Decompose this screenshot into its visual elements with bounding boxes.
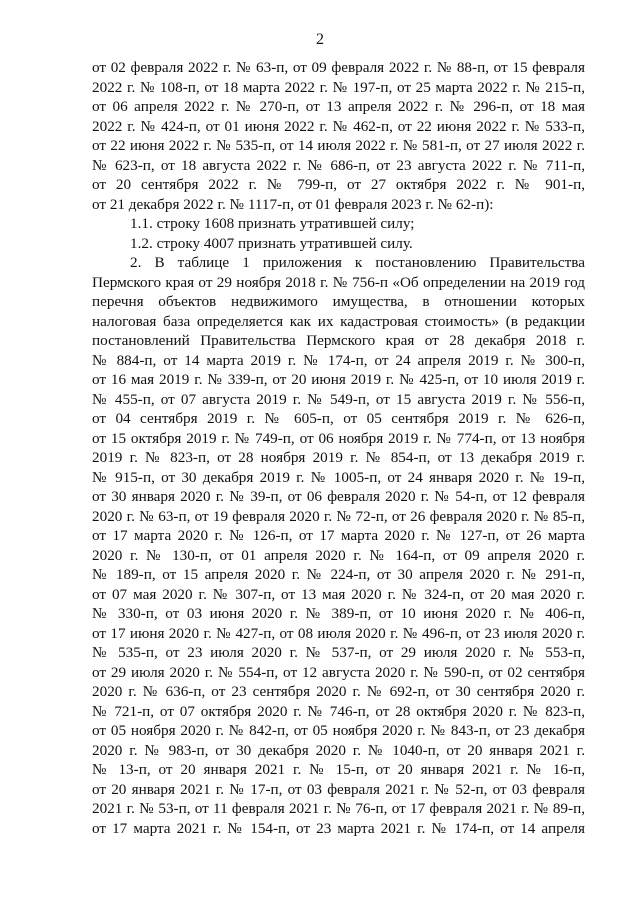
text-line: 2019 г. № 823-п, от 28 ноября 2019 г. № 854-п, от 13 декабря 2019 г. <box>92 449 585 466</box>
text-line: 2020 г. № 636-п, от 23 сентября 2020 г. № 692-п, от 30 сентября 2020 г. <box>92 683 585 700</box>
text-line: от 06 апреля 2022 г. № 270-п, от 13 апреля 2022 г. № 296-п, от 18 мая <box>92 98 585 115</box>
text-line: от 02 февраля 2022 г. № 63-п, от 09 февраля 2022 г. № 88-п, от 15 февраля <box>92 59 585 76</box>
text-line: от 15 октября 2019 г. № 749-п, от 06 ноября 2019 г. № 774-п, от 13 ноября <box>92 429 585 447</box>
item-1-2: 1.2. строку 4007 признать утратившей силу. <box>130 234 413 252</box>
text-line: перечня объектов недвижимого имущества, в отношении которых <box>92 293 585 310</box>
text-line: налоговая база определяется как их кадастровая стоимость» (в редакции <box>92 312 585 330</box>
page-number: 2 <box>316 31 324 48</box>
text-line: от 30 января 2020 г. № 39-п, от 06 февраля 2020 г. № 54-п, от 12 февраля <box>92 488 585 505</box>
text-line: от 20 января 2021 г. № 17-п, от 03 февраля 2021 г. № 52-п, от 03 февраля <box>92 780 585 798</box>
text-line: от 05 ноября 2020 г. № 842-п, от 05 ноября 2020 г. № 843-п, от 23 декабря <box>92 722 585 739</box>
text-line: № 623-п, от 18 августа 2022 г. № 686-п, от 23 августа 2022 г. № 711-п, <box>92 156 585 174</box>
item-1-1: 1.1. строку 1608 признать утратившей силу; <box>130 215 415 232</box>
text-line: № 535-п, от 23 июля 2020 г. № 537-п, от 29 июля 2020 г. № 553-п, <box>92 644 585 661</box>
text-line: 2022 г. № 424-п, от 01 июня 2022 г. № 462-п, от 22 июня 2022 г. № 533-п, <box>92 117 585 135</box>
text-line: № 884-п, от 14 марта 2019 г. № 174-п, от 24 апреля 2019 г. № 300-п, <box>92 351 585 369</box>
text-line: № 721-п, от 07 октября 2020 г. № 746-п, от 28 октября 2020 г. № 823-п, <box>92 702 585 720</box>
text-line: 2020 г. № 63-п, от 19 февраля 2020 г. № 72-п, от 26 февраля 2020 г. № 85-п, <box>92 507 585 525</box>
text-line: 2020 г. № 983-п, от 30 декабря 2020 г. № 1040-п, от 20 января 2021 г. <box>92 741 585 759</box>
text-line: от 17 марта 2020 г. № 126-п, от 17 марта 2020 г. № 127-п, от 26 марта <box>92 527 585 544</box>
text-line: № 330-п, от 03 июня 2020 г. № 389-п, от 10 июня 2020 г. № 406-п, <box>92 605 585 622</box>
item-2-start: 2. В таблице 1 приложения к постановлению Правительства <box>130 254 585 271</box>
text-line: от 22 июня 2022 г. № 535-п, от 14 июля 2022 г. № 581-п, от 27 июля 2022 г. <box>92 137 585 154</box>
text-line: 2021 г. № 53-п, от 11 февраля 2021 г. № 76-п, от 17 февраля 2021 г. № 89-п, <box>92 800 585 817</box>
text-line: от 20 сентября 2022 г. № 799-п, от 27 октября 2022 г. № 901-п, <box>92 176 585 193</box>
text-line: № 13-п, от 20 января 2021 г. № 15-п, от 20 января 2021 г. № 16-п, <box>92 761 585 778</box>
text-line: от 17 июня 2020 г. № 427-п, от 08 июля 2020 г. № 496-п, от 23 июля 2020 г. <box>92 624 585 642</box>
text-line: от 29 июля 2020 г. № 554-п, от 12 августа 2020 г. № 590-п, от 02 сентября <box>92 663 585 681</box>
text-line: № 915-п, от 30 декабря 2019 г. № 1005-п, от 24 января 2020 г. № 19-п, <box>92 468 585 486</box>
text-line: № 189-п, от 15 апреля 2020 г. № 224-п, от 30 апреля 2020 г. № 291-п, <box>92 566 585 583</box>
text-line: 2020 г. № 130-п, от 01 апреля 2020 г. № 164-п, от 09 апреля 2020 г. <box>92 546 585 564</box>
text-line: от 07 мая 2020 г. № 307-п, от 13 мая 2020 г. № 324-п, от 20 мая 2020 г. <box>92 585 585 603</box>
text-line: Пермского края от 29 ноября 2018 г. № 756-п «Об определении на 2019 год <box>92 273 585 291</box>
document-body <box>92 58 585 838</box>
text-line: постановлений Правительства Пермского края от 28 декабря 2018 г. <box>92 332 585 349</box>
text-line: от 16 мая 2019 г. № 339-п, от 20 июня 2019 г. № 425-п, от 10 июля 2019 г. <box>92 371 585 388</box>
text-line: 2022 г. № 108-п, от 18 марта 2022 г. № 197-п, от 25 марта 2022 г. № 215-п, <box>92 78 585 96</box>
text-line: от 21 декабря 2022 г. № 1117-п, от 01 февраля 2023 г. № 62-п): <box>92 195 494 213</box>
text-line: № 455-п, от 07 августа 2019 г. № 549-п, от 15 августа 2019 г. № 556-п, <box>92 390 585 408</box>
text-line: от 04 сентября 2019 г. № 605-п, от 05 сентября 2019 г. № 626-п, <box>92 410 585 427</box>
text-line: от 17 марта 2021 г. № 154-п, от 23 марта 2021 г. № 174-п, от 14 апреля <box>92 819 585 837</box>
